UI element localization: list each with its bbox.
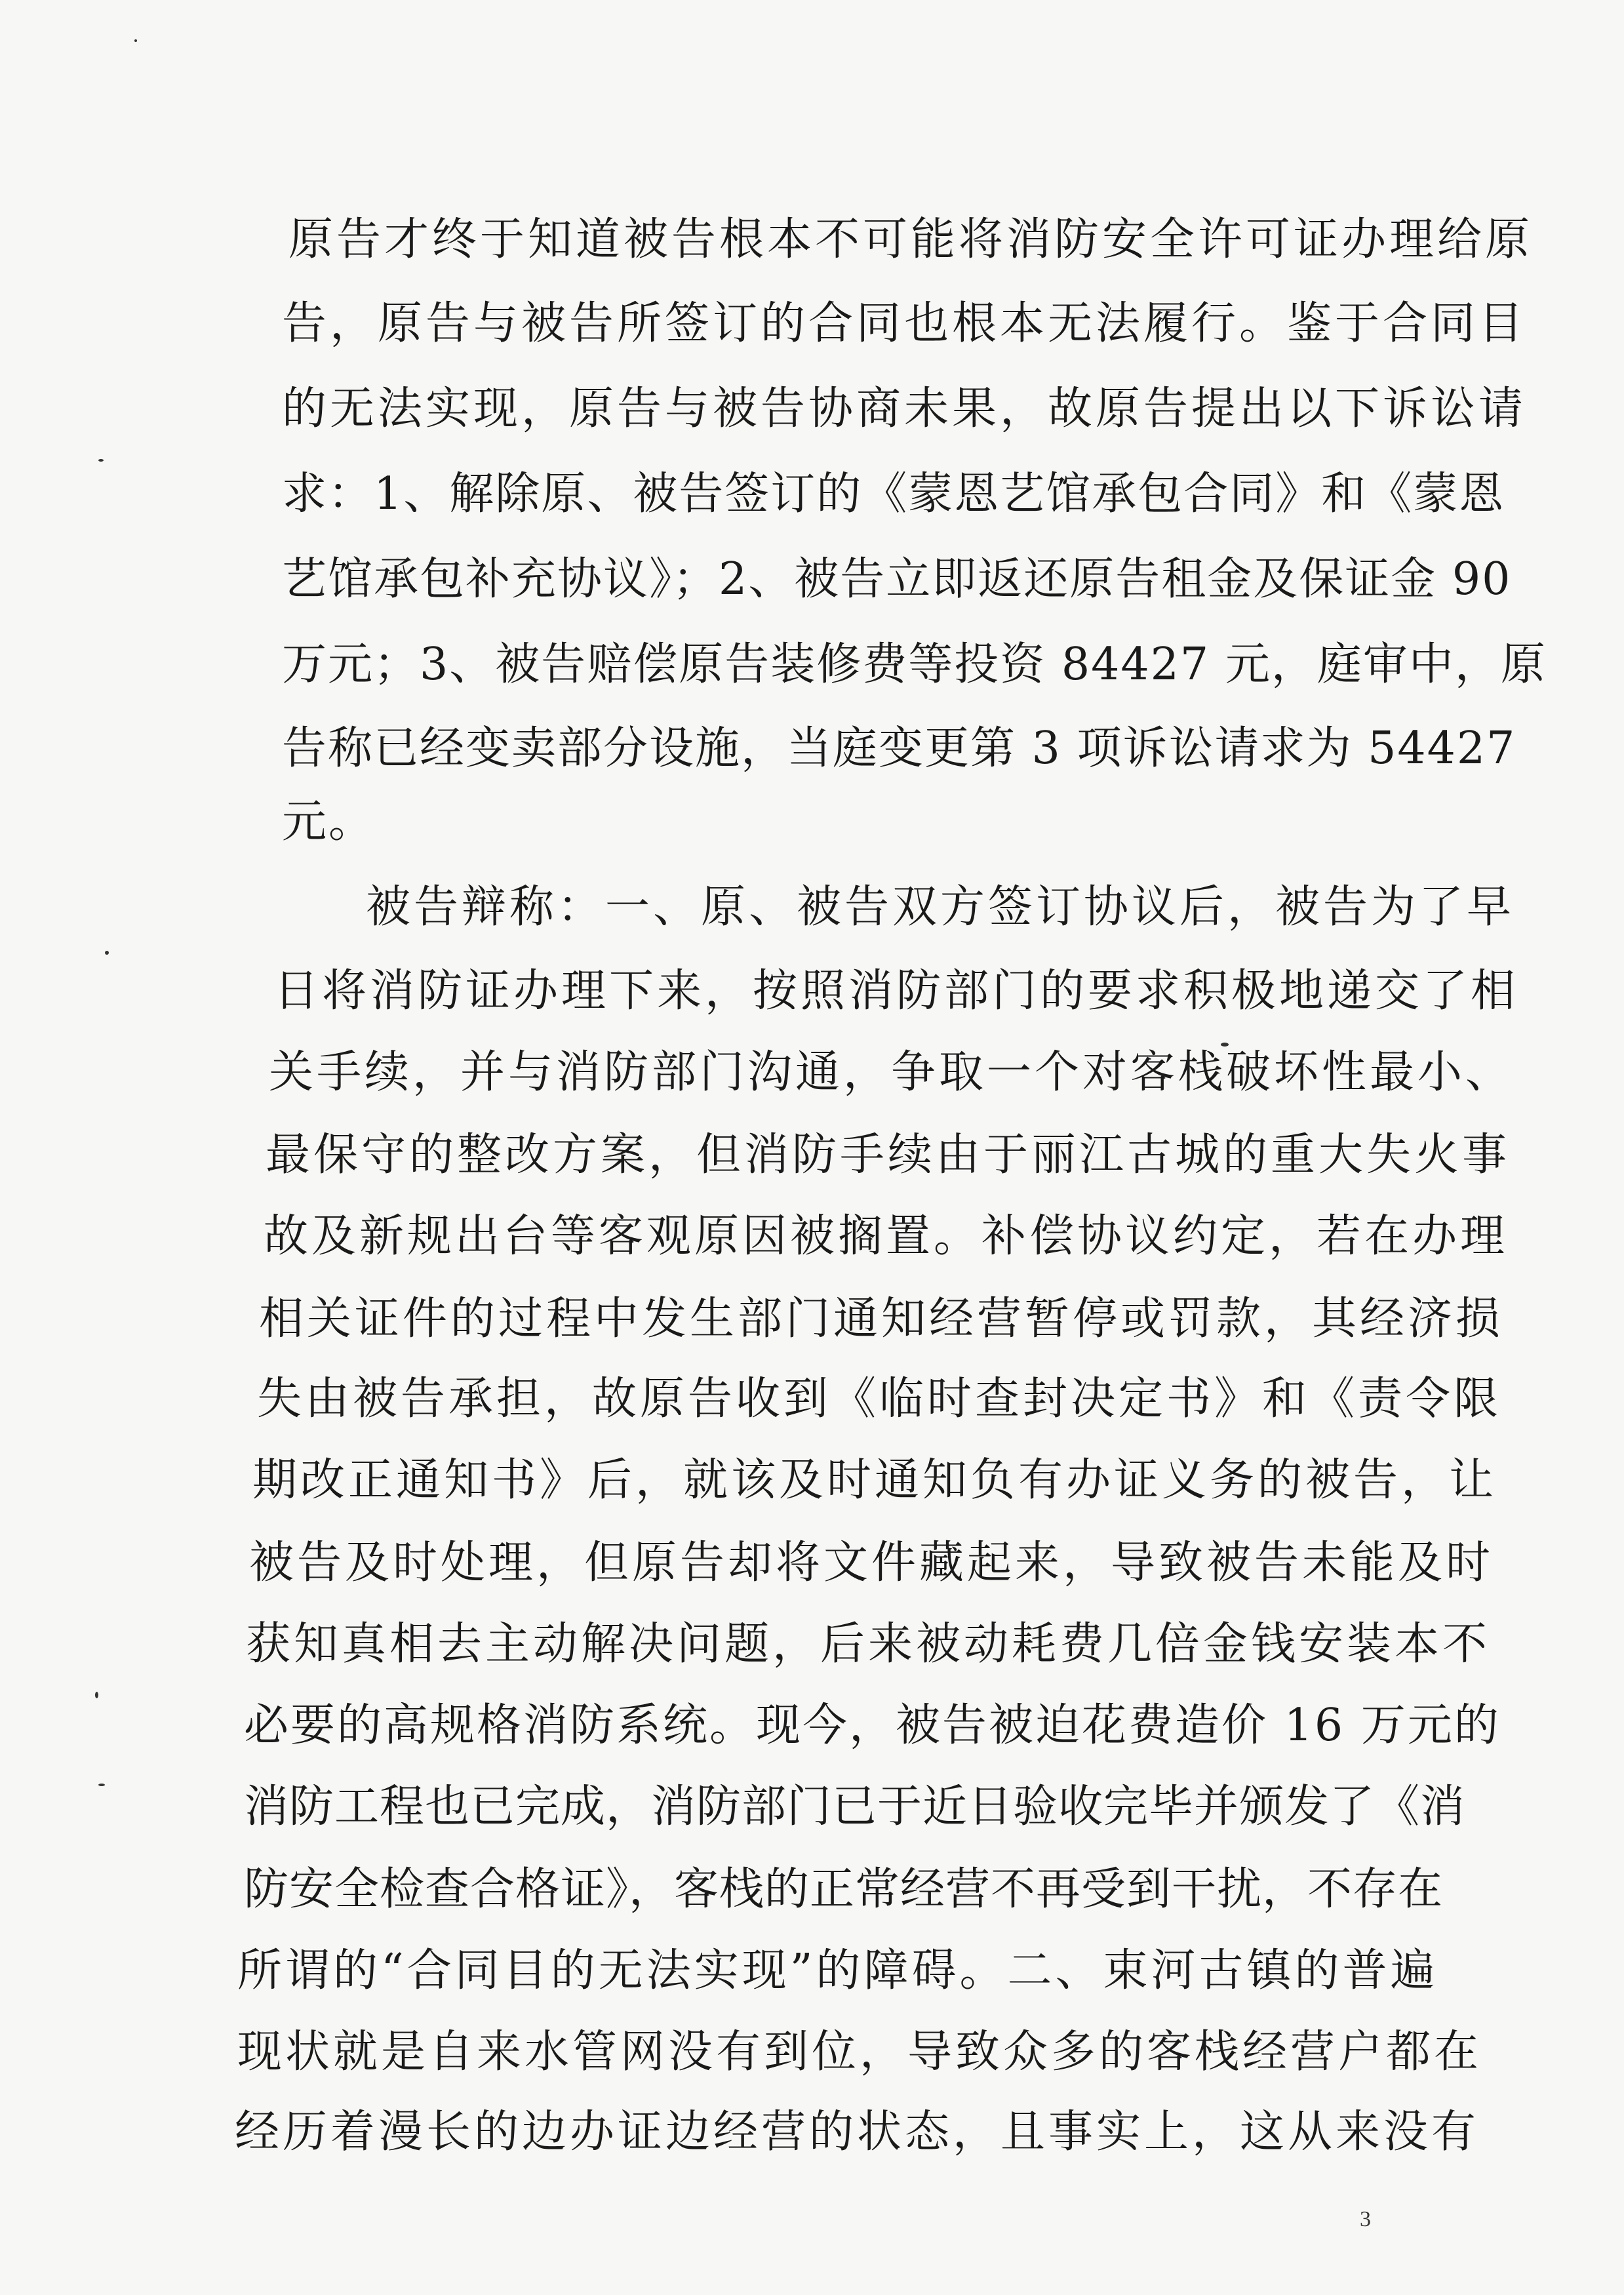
text-line: 所谓的“合同目的无法实现”的障碍。二、束河古镇的普遍 xyxy=(237,1945,1438,1997)
text-line: 故及新规出台等客观原因被搁置。补偿协议约定，若在办理 xyxy=(264,1210,1509,1262)
scan-speck xyxy=(134,39,137,42)
text-line: 告，原告与被告所签订的合同也根本无法履行。鉴于合同目 xyxy=(282,298,1527,349)
text-line: 被告及时处理，但原告却将文件藏起来，导致被告未能及时 xyxy=(249,1537,1494,1589)
text-line: 被告辩称：一、原、被告双方签订协议后，被告为了早 xyxy=(366,881,1515,933)
text-line: 艺馆承包补充协议》；2、被告立即返还原告租金及保证金 90 xyxy=(282,553,1512,605)
text-line: 经历着漫长的边办证边经营的状态，且事实上，这从来没有 xyxy=(235,2106,1480,2158)
text-line: 元。 xyxy=(282,796,376,848)
text-line: 万元；3、被告赔偿原告装修费等投资 84427 元，庭审中，原 xyxy=(282,639,1547,690)
scan-speck xyxy=(98,1784,105,1786)
text-line: 消防工程也已完成，消防部门已于近日验收完毕并颁发了《消 xyxy=(244,1781,1466,1833)
scan-speck xyxy=(95,1692,98,1698)
text-line: 相关证件的过程中发生部门通知经营暂停或罚款，其经济损 xyxy=(259,1293,1504,1345)
text-line: 必要的高规格消防系统。现今，被告被迫花费造价 16 万元的 xyxy=(244,1700,1501,1751)
text-line: 的无法实现，原告与被告协商未果，故原告提出以下诉讼请 xyxy=(282,383,1527,435)
text-line: 告称已经变卖部分设施，当庭变更第 3 项诉讼请求为 54427 xyxy=(282,723,1516,774)
text-line: 关手续，并与消防部门沟通，争取一个对客栈破坏性最小、 xyxy=(269,1047,1514,1098)
scan-speck xyxy=(1221,1043,1229,1047)
page-number: 3 xyxy=(1360,2207,1371,2231)
text-line: 防安全检查合格证》，客栈的正常经营不再受到干扰，不存在 xyxy=(244,1864,1444,1915)
text-line: 原告才终于知道被告根本不可能将消防安全许可证办理给原 xyxy=(288,214,1534,266)
scan-speck xyxy=(105,951,109,955)
text-line: 求：1、解除原、被告签订的《蒙恩艺馆承包合同》和《蒙恩 xyxy=(282,468,1505,520)
text-line: 日将消防证办理下来，按照消防部门的要求积极地递交了相 xyxy=(274,965,1519,1017)
scan-speck xyxy=(98,459,104,462)
text-line: 失由被告承担，故原告收到《临时查封决定书》和《责令限 xyxy=(257,1373,1502,1425)
text-line: 现状就是自来水管网没有到位，导致众多的客栈经营户都在 xyxy=(237,2026,1482,2078)
text-line: 期改正通知书》后，就该及时通知负有办证义务的被告，让 xyxy=(252,1454,1497,1506)
text-line: 获知真相去主动解决问题，后来被动耗费几倍金钱安装本不 xyxy=(246,1618,1491,1670)
text-line: 最保守的整改方案，但消防手续由于丽江古城的重大失火事 xyxy=(266,1129,1511,1181)
